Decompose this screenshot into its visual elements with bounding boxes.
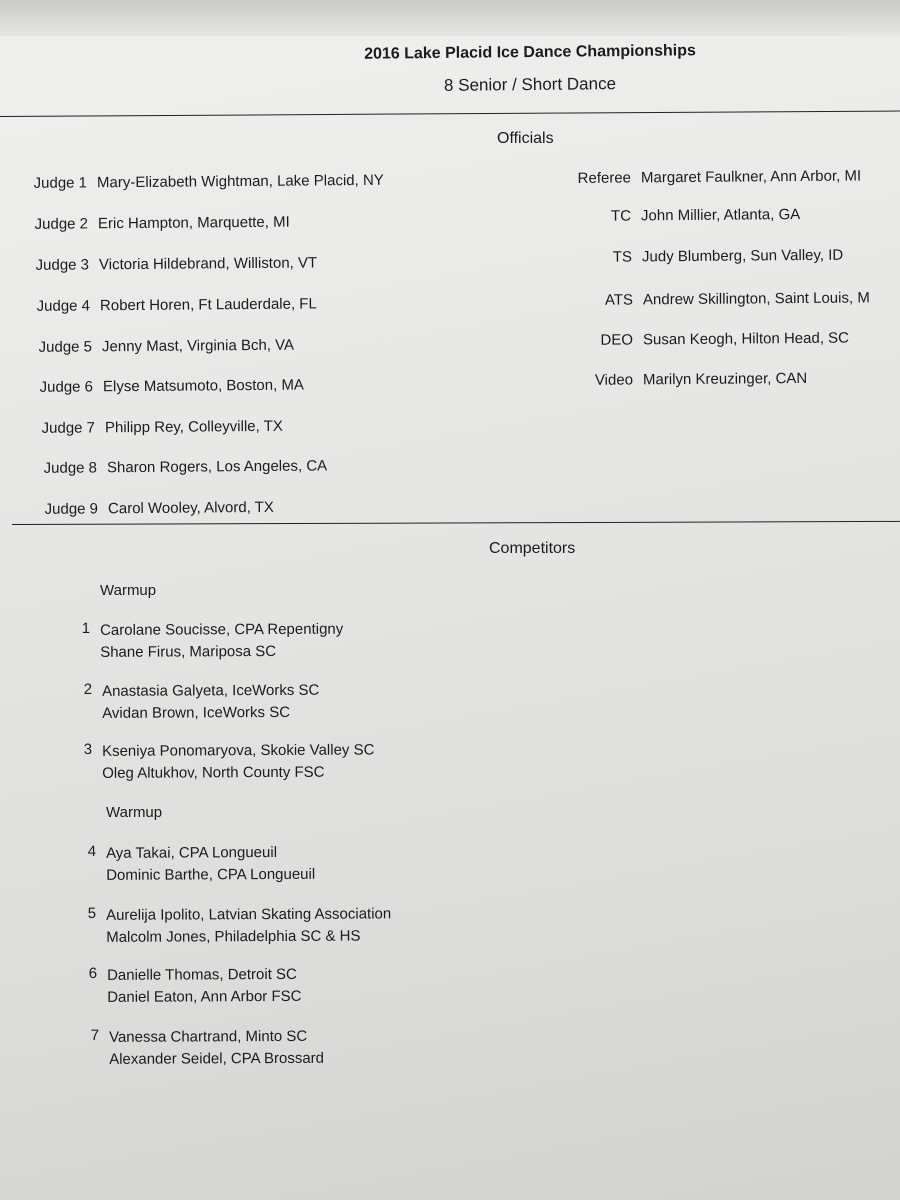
official-name: Judy Blumberg, Sun Valley, ID [641,246,844,266]
judge-name: Carol Wooley, Alvord, TX [107,498,274,518]
judge-row [17,172,384,192]
judge-row [20,295,317,315]
official-row [573,370,807,389]
judge-name: Robert Horen, Ft Lauderdale, FL [99,295,317,315]
judge-name: Elyse Matsumoto, Boston, MA [102,376,304,396]
competitors-heading: Competitors [489,540,576,557]
competitor-partner-2: Malcolm Jones, Philadelphia SC & HS [106,927,361,946]
judge-label: Judge 7 [41,419,96,437]
judge-row [27,457,327,477]
start-number: 7 [90,1026,100,1044]
competitor-partner-1: Kseniya Ponomaryova, Skokie Valley SC [102,741,375,760]
competitor-partner-2: Alexander Seidel, CPA Brossard [109,1049,325,1068]
official-role-label: ATS [604,291,634,309]
judge-label: Judge 9 [44,500,99,518]
judge-name: Mary-Elizabeth Wightman, Lake Placid, NY [96,171,384,192]
competitor-partner-1: Anastasia Galyeta, IceWorks SC [102,681,320,700]
warmup-label: Warmup [100,582,157,599]
officials-heading: Officials [497,130,554,147]
official-name: Susan Keogh, Hilton Head, SC [642,329,850,349]
judge-label: Judge 4 [36,297,91,315]
document-subtitle: 8 Senior / Short Dance [443,74,617,95]
start-number: 2 [83,680,93,698]
official-name: John Millier, Atlanta, GA [640,205,801,225]
judge-row [28,499,274,518]
official-role-label: Referee [577,169,632,187]
warmup-label: Warmup [106,804,163,821]
competitor-partner-1: Aurelija Ipolito, Latvian Skating Association [106,905,392,924]
competitor-partner-2: Shane Firus, Mariposa SC [100,642,277,661]
official-name: Marilyn Kreuzinger, CAN [642,369,808,389]
judge-name: Victoria Hildebrand, Williston, VT [98,254,318,274]
official-row [571,167,861,187]
official-role-label: Video [594,371,634,389]
judge-name: Philipp Rey, Colleyville, TX [104,417,283,437]
competitor-partner-1: Carolane Soucisse, CPA Repentigny [100,620,344,639]
page-fold-shadow [0,0,900,36]
official-role-label: DEO [600,331,634,349]
judge-label: Judge 3 [35,256,90,274]
competitor-partner-1: Aya Takai, CPA Longueuil [106,843,278,862]
official-row [573,330,849,349]
official-role-label: TC [610,207,632,225]
judge-label: Judge 6 [39,378,94,396]
judge-row [19,254,317,274]
official-row [572,247,843,266]
start-number: 4 [87,842,97,860]
document-title: 2016 Lake Placid Ice Dance Championships [364,42,696,63]
judge-row [18,214,290,233]
judge-label: Judge 2 [34,215,89,233]
official-name: Andrew Skillington, Saint Louis, M [642,289,870,309]
competitor-partner-2: Daniel Eaton, Ann Arbor FSC [107,987,302,1006]
judge-label: Judge 5 [38,338,93,356]
judge-row [25,418,283,437]
judge-name: Jenny Mast, Virginia Bch, VA [101,336,295,356]
competitor-partner-2: Oleg Altukhov, North County FSC [102,763,325,782]
start-number: 5 [87,904,97,922]
judge-label: Judge 1 [33,174,88,192]
official-row [571,206,800,225]
start-number: 6 [88,964,98,982]
judge-name: Sharon Rogers, Los Angeles, CA [106,457,328,477]
competitor-partner-2: Avidan Brown, IceWorks SC [102,703,291,722]
start-number: 1 [81,619,91,637]
official-row [573,289,870,309]
judge-label: Judge 8 [43,459,98,477]
official-role-label: TS [612,248,633,266]
header-divider [0,111,900,117]
judge-name: Eric Hampton, Marquette, MI [97,213,290,233]
officials-divider [12,521,900,525]
judge-row [22,337,294,356]
competitor-partner-2: Dominic Barthe, CPA Longueuil [106,865,316,884]
competitor-partner-1: Vanessa Chartrand, Minto SC [109,1027,308,1046]
competitor-partner-1: Danielle Thomas, Detroit SC [107,965,297,984]
judge-row [23,377,304,396]
start-number: 3 [83,740,93,758]
official-name: Margaret Faulkner, Ann Arbor, MI [640,167,862,187]
